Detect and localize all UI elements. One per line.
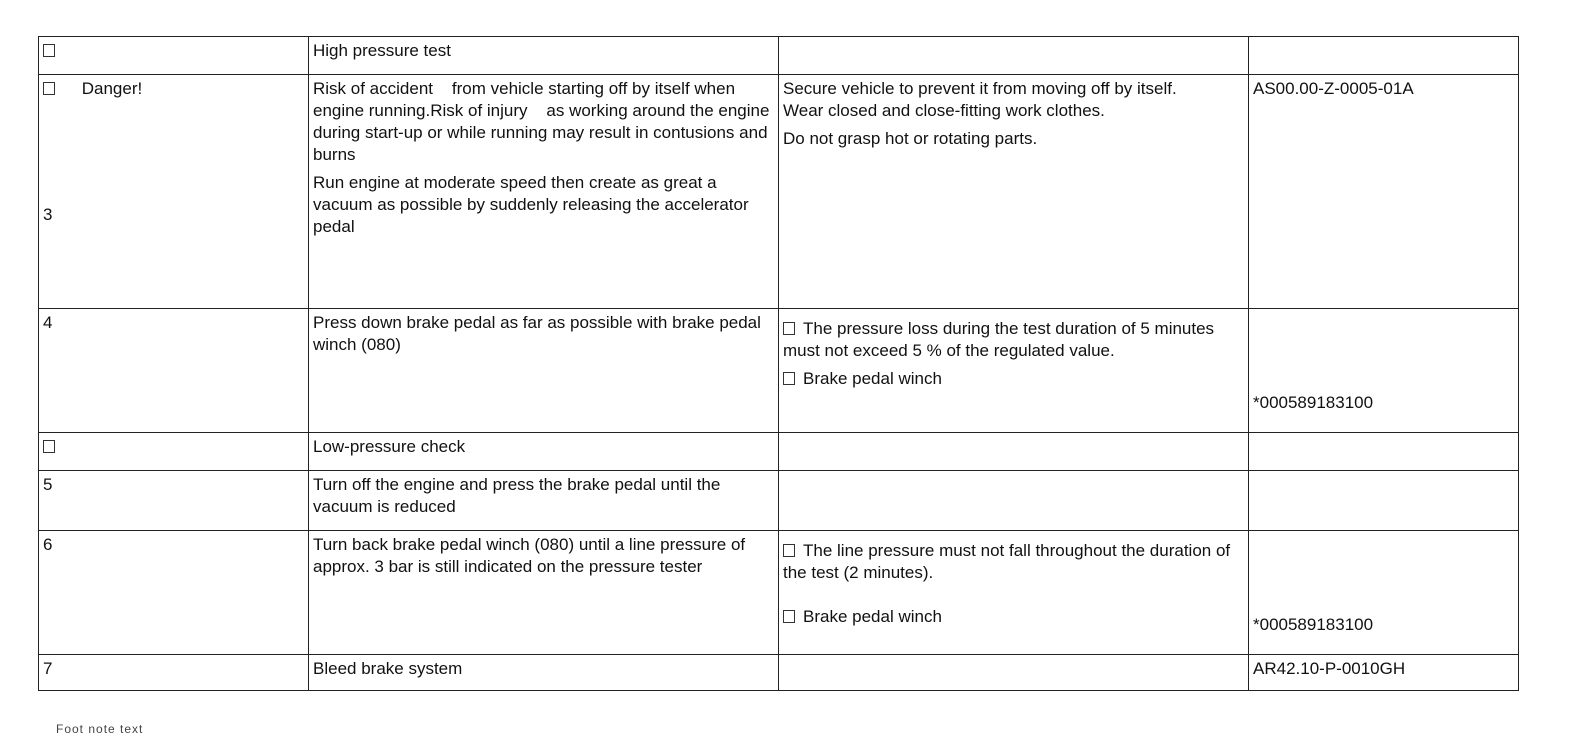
- measures-cell: [779, 75, 1249, 309]
- empty-cell: [1249, 433, 1519, 471]
- note-text: The pressure loss during the test duration of 5 minutes must not exceed 5 % of the regulated value.: [783, 319, 1215, 360]
- ref-cell: [1249, 655, 1519, 691]
- page-footer: Foot note text: [56, 722, 144, 736]
- instruction-text: Bleed brake system: [309, 655, 779, 691]
- table-row: [39, 309, 1519, 433]
- tool-text: Brake pedal winch: [803, 607, 942, 626]
- step-cell: 4: [39, 309, 309, 433]
- instruction-text: Turn off the engine and press the brake pedal until the vacuum is reduced: [309, 471, 779, 531]
- empty-cell: [779, 471, 1249, 531]
- reference-link[interactable]: AS00.00-Z-0005-01A: [1253, 79, 1414, 98]
- measure-item: Do not grasp hot or rotating parts.: [783, 129, 1038, 148]
- note-text: The line pressure must not fall throughout the duration of the test (2 minutes).: [783, 541, 1231, 582]
- step-cell: [39, 433, 309, 471]
- step-cell: 6: [39, 531, 309, 655]
- table-row: [39, 471, 1519, 531]
- empty-cell: [779, 433, 1249, 471]
- warning-box-icon: [43, 82, 55, 95]
- empty-cell: [1249, 37, 1519, 75]
- part-cell: [1249, 309, 1519, 433]
- table-row: [39, 655, 1519, 691]
- step-cell: 5: [39, 471, 309, 531]
- note-cell: [779, 531, 1249, 655]
- procedure-page: [38, 36, 1518, 691]
- instruction-text: Turn back brake pedal winch (080) until a line pressure of approx. 3 bar is still indicated on the pressure tester: [309, 531, 779, 655]
- substep-number: 3: [43, 205, 53, 224]
- ref-cell: [1249, 75, 1519, 309]
- info-box-icon: [783, 544, 795, 557]
- tool-text: Brake pedal winch: [803, 369, 942, 388]
- procedure-table: [38, 36, 1519, 691]
- empty-cell: [779, 37, 1249, 75]
- checkbox-icon: [43, 440, 55, 453]
- note-cell: [779, 309, 1249, 433]
- substep-text: Run engine at moderate speed then create as great a vacuum as possible by suddenly releasing the accelerator pedal: [313, 173, 749, 236]
- step-cell: 7: [39, 655, 309, 691]
- measure-item: Wear closed and close-fitting work clothes.: [783, 101, 1105, 120]
- section-title: Low-pressure check: [309, 433, 779, 471]
- table-row: [39, 75, 1519, 309]
- instruction-text: Press down brake pedal as far as possible with brake pedal winch (080): [309, 309, 779, 433]
- empty-cell: [1249, 471, 1519, 531]
- risk-text: Risk of accident from vehicle starting off by itself when engine running.Risk of injury as working around the engine during start-up or while running may result in contusions and burns: [313, 79, 775, 164]
- danger-label: Danger!: [81, 79, 143, 98]
- table-row: [39, 37, 1519, 75]
- tool-box-icon: [783, 610, 795, 623]
- risk-cell: [309, 75, 779, 309]
- table-row: [39, 531, 1519, 655]
- step-cell: [39, 37, 309, 75]
- part-number: *000589183100: [1253, 615, 1374, 634]
- checkbox-icon: [43, 44, 55, 57]
- tool-box-icon: [783, 372, 795, 385]
- measure-item: Secure vehicle to prevent it from moving off by itself.: [783, 79, 1177, 98]
- reference-link[interactable]: AR42.10-P-0010GH: [1253, 659, 1406, 678]
- section-title: High pressure test: [309, 37, 779, 75]
- step-cell: [39, 75, 309, 309]
- empty-cell: [779, 655, 1249, 691]
- info-box-icon: [783, 322, 795, 335]
- part-cell: [1249, 531, 1519, 655]
- part-number: *000589183100: [1253, 393, 1374, 412]
- table-row: [39, 433, 1519, 471]
